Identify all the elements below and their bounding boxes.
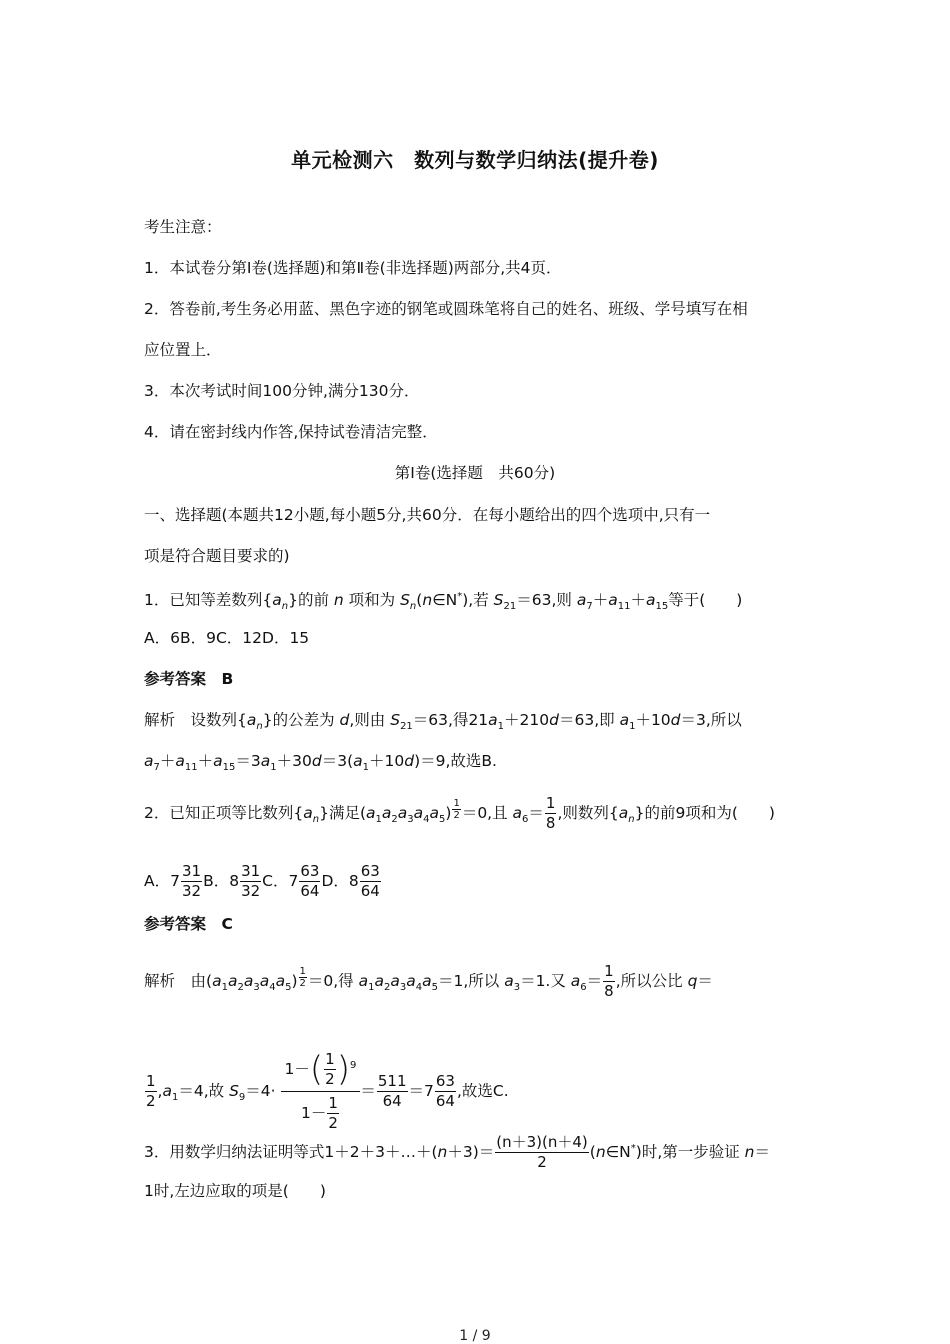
notice-item: 应位置上． [144,341,222,359]
sum-formula-fraction: 1－( $\frac{1}{2}$ )$^9$ 1－ $\frac{1}{2}$ [281,1050,361,1133]
question-1-stem: 1．已知等差数列$\{a_n\}$的前 n 项和为 $S_n(n\in N^*)$,若 $S_{21}=63$,则 $a_7+a_{11}+a_{15}$等于( ) [144,591,743,612]
notice-item: 4．请在密封线内作答,保持试卷清洁完整． [144,423,438,441]
question-3-stem: 1时,左边应取的项是( ) [144,1182,326,1200]
question-3-stem: 3．用数学归纳法证明等式1＋2＋3＋…＋(n＋3)＝ $\frac{(n+3)(n+4)}{2}$ (n∈N*)时,第一步验证 n＝ [144,1133,771,1171]
page-number: 1 / 9 [459,1328,491,1344]
question-2-options: A．7 $\frac{31}{32}$ B．8 $\frac{31}{32}$ C．7 $\frac{63}{64}$ D．8 $\frac{63}{64}$ [144,862,380,900]
question-2-stem: 2．已知正项等比数列$\{a_n\}$满足$(a_1a_2a_3a_4a_5)$ $^{\frac{1}{2}}$ ＝0,且 $a_6=$ $\frac{1}{8}$ ,则数列$\{a_n\}$的前9项和为( ) [144,794,775,832]
question-1-answer: 参考答案 B [144,670,234,688]
question-2-solution: 解析 由$(a_1a_2a_3a_4a_5)$ $^{\frac{1}{2}}$ ＝0,得 $a_1a_2a_3a_4a_5=1$,所以 $a_3=1$.又 $a_6=$ $\frac{1}{8}$ ,所以公比 q＝ [144,962,713,1000]
notice-item: 3．本次考试时间100分钟,满分130分． [144,382,420,400]
notice-item: 2．答卷前,考生务必用蓝、黑色字迹的钢笔或圆珠笔将自己的姓名、班级、学号填写在相 [144,300,748,318]
question-2-solution: $\frac{1}{2}$ $,a_1=4$,故 $S_9=4\cdot$ 1－( $\frac{1}{2}$ )$^9$ 1－ $\frac{1}{2}$ ＝ $\frac{511}{64}$ ＝7 $\frac{63}{64}$ ,故选C. [146,1049,509,1132]
part-instructions: 一、选择题(本题共12小题,每小题5分,共60分．在每小题给出的四个选项中,只有一 [144,506,711,524]
notice-item: 1．本试卷分第Ⅰ卷(选择题)和第Ⅱ卷(非选择题)两部分,共4页． [144,259,562,277]
question-1-solution: 解析 设数列$\{a_n\}$的公差为 d,则由 $S_{21}=63$,得$21a_1+210d=63$,即 $a_1+10d=3$,所以 [144,711,742,732]
section-title: 第Ⅰ卷(选择题 共60分) [394,464,556,482]
question-2-answer: 参考答案 C [144,915,233,933]
page-title: 单元检测六 数列与数学归纳法(提升卷) [291,148,659,172]
question-1-solution: $a_7+a_{11}+a_{15}=3a_1+30d=3(a_1+10d)=9$,故选B. [144,752,497,773]
notice-heading: 考生注意： [144,218,222,236]
question-1-options: A．6B．9C．12D．15 [144,629,310,647]
part-instructions: 项是符合题目要求的) [144,547,290,565]
